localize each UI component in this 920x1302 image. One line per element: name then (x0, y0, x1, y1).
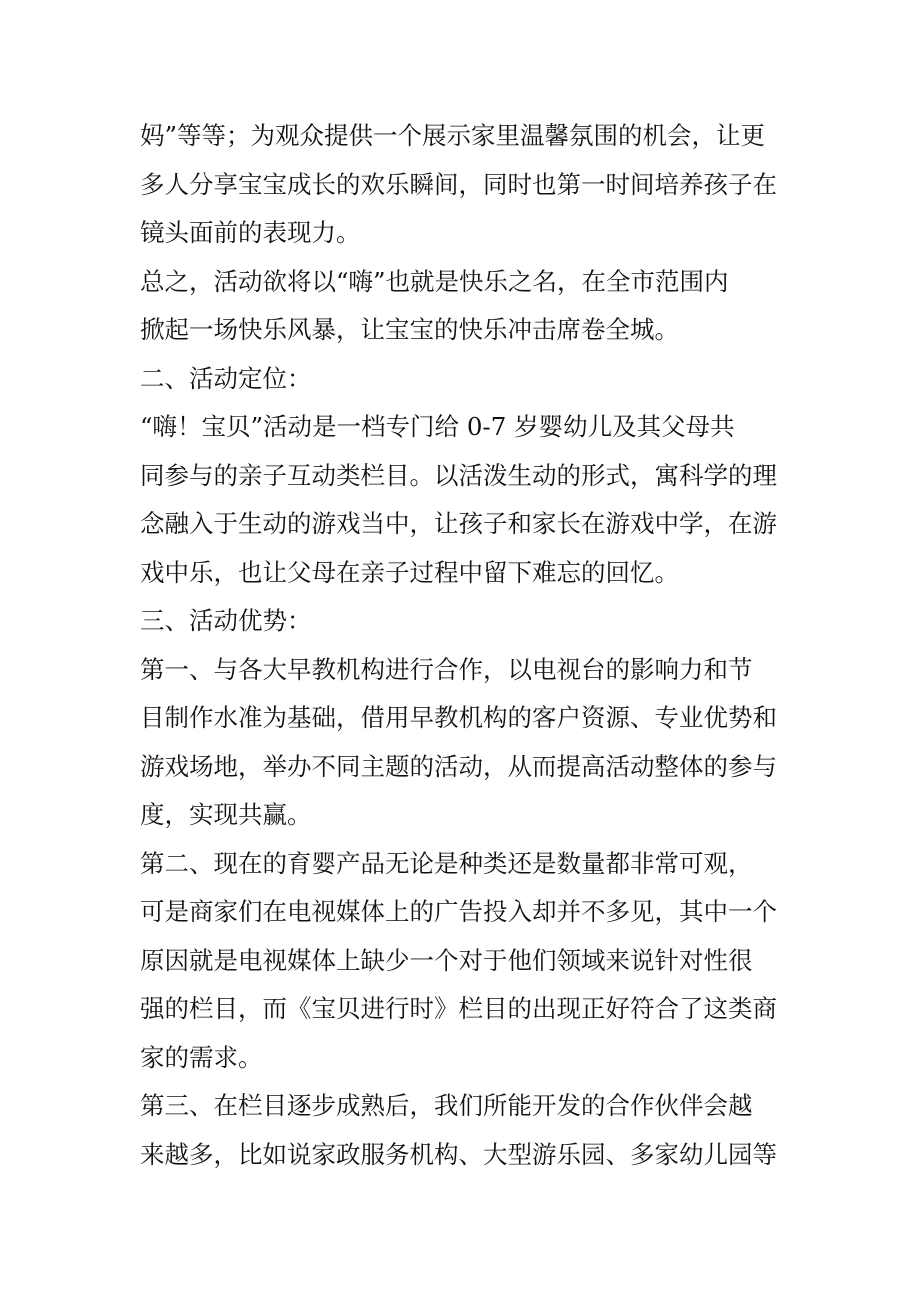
section-heading: 二、活动定位： (140, 363, 312, 393)
text-line: 总之，活动欲将以“嗨”也就是快乐之名，在全市范围内 (140, 266, 729, 296)
text-line: 多人分享宝宝成长的欢乐瞬间，同时也第一时间培养孩子在 (140, 169, 777, 199)
text-line: 第一、与各大早教机构进行合作，以电视台的影响力和节 (140, 654, 753, 684)
text-line: 来越多，比如说家政服务机构、大型游乐园、多家幼儿园等 (140, 1139, 777, 1169)
text-line: 家的需求。 (140, 1042, 263, 1072)
text-line: 镜头面前的表现力。 (140, 218, 361, 247)
text-line: 第二、现在的育婴产品无论是种类还是数量都非常可观， (140, 848, 753, 878)
text-line: 原因就是电视媒体上缺少一个对于他们领域来说针对性很 (140, 945, 753, 975)
text-line: 念融入于生动的游戏当中，让孩子和家长在游戏中学，在游 (140, 509, 777, 538)
text-line: 妈”等等；为观众提供一个展示家里温馨氛围的机会，让更 (140, 121, 766, 150)
text-line: 掀起一场快乐风暴，让宝宝的快乐冲击席卷全城。 (140, 315, 679, 344)
text-line: 第三、在栏目逐步成熟后，我们所能开发的合作伙伴会越 (140, 1091, 753, 1120)
document-body (140, 112, 790, 1179)
section-heading: 三、活动优势： (140, 606, 312, 635)
text-line: 目制作水准为基础，借用早教机构的客户资源、专业优势和 (140, 703, 777, 732)
text-line: 强的栏目，而《宝贝进行时》栏目的出现正好符合了这类商 (140, 994, 777, 1023)
text-line: 同参与的亲子互动类栏目。以活泼生动的形式，寓科学的理 (140, 460, 777, 490)
text-line: 游戏场地，举办不同主题的活动，从而提高活动整体的参与 (140, 751, 777, 781)
text-line: 戏中乐，也让父母在亲子过程中留下难忘的回忆。 (140, 557, 679, 587)
text-line: 度，实现共赢。 (140, 800, 312, 829)
text-line: 可是商家们在电视媒体上的广告投入却并不多见，其中一个 (140, 897, 777, 926)
text-line: “嗨！宝贝”活动是一档专门给 0-7 岁婴幼儿及其父母共 (140, 412, 735, 441)
